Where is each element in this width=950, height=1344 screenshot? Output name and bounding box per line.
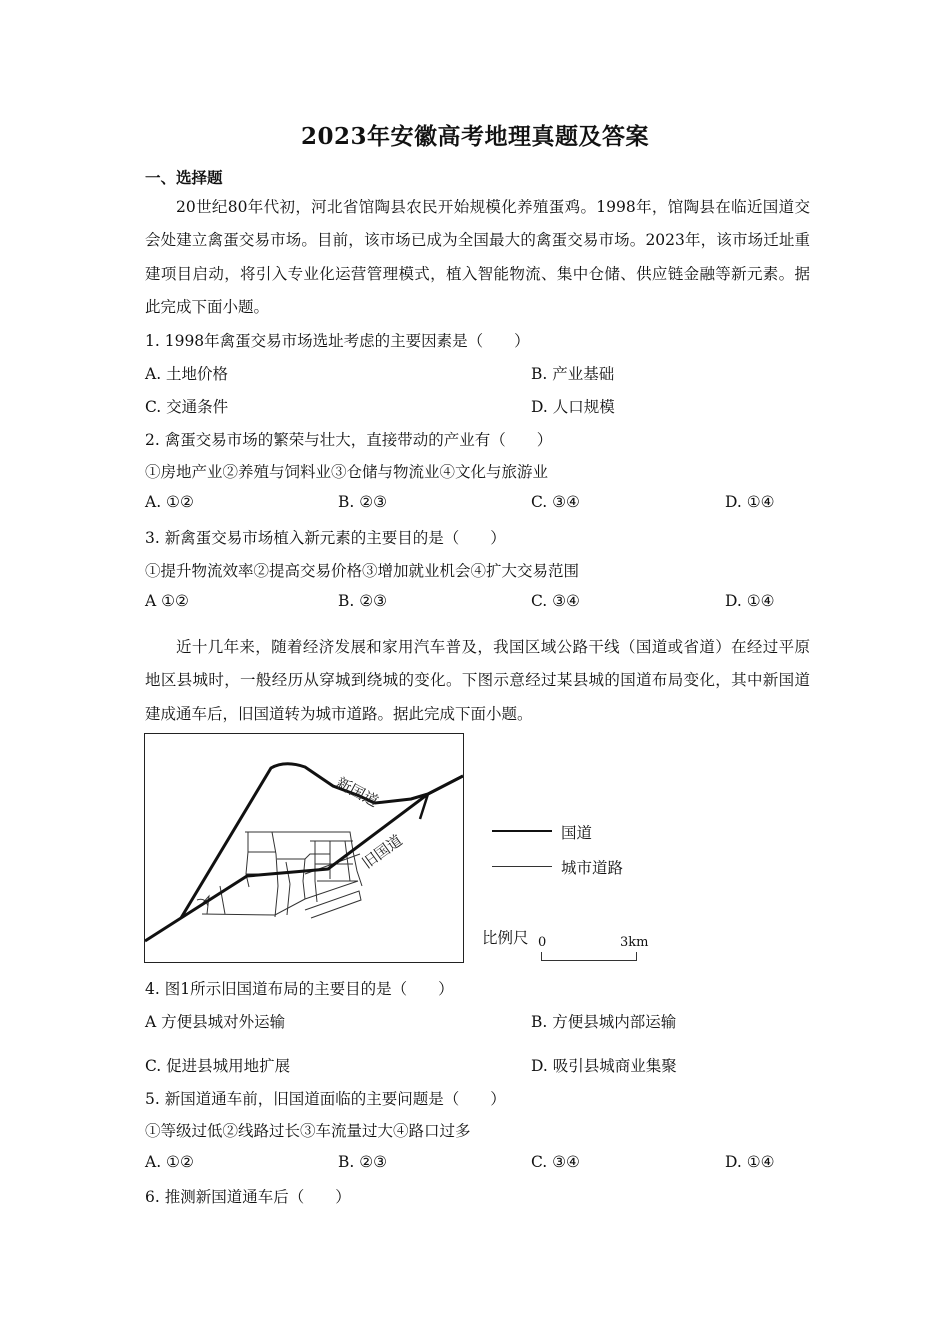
question-5-stem: 5. 新国道通车前，旧国道面临的主要问题是（ ） [145, 1090, 506, 1108]
road-map [145, 734, 463, 962]
scale-label: 比例尺 [482, 929, 529, 947]
question-2-stem: 2. 禽蛋交易市场的繁荣与壮大，直接带动的产业有（ ） [145, 431, 553, 449]
question-2-option-d: D. ①④ [725, 493, 775, 511]
question-2-option-c: C. ③④ [531, 493, 580, 511]
question-1-stem: 1. 1998年禽蛋交易市场选址考虑的主要因素是（ ） [145, 332, 530, 350]
new-road-label: 新国道 [333, 773, 382, 811]
question-3-option-b: B. ②③ [338, 592, 388, 610]
page-title: 2023年安徽高考地理真题及答案 [300, 123, 649, 150]
question-3-stem: 3. 新禽蛋交易市场植入新元素的主要目的是（ ） [145, 529, 506, 547]
question-4-stem: 4. 图1所示旧国道布局的主要目的是（ ） [145, 980, 454, 998]
question-4-option-b: B. 方便县城内部运输 [531, 1013, 677, 1031]
passage-1: 20世纪80年代初，河北省馆陶县农民开始规模化养殖蛋鸡。1998年，馆陶县在临近国道交会处建立禽蛋交易市场。目前，该市场已成为全国最大的禽蛋交易市场。2023年，该市场迁址重建项目启动，将引入专业化运营管理模式，植入智能物流、集中仓储、供应链金融等新元素。据此完成下面小题。 [145, 198, 810, 316]
question-1-option-a: A. 土地价格 [145, 365, 229, 383]
question-6-stem: 6. 推测新国道通车后（ ） [145, 1188, 351, 1206]
question-5-option-b: B. ②③ [338, 1153, 388, 1171]
question-5-option-d: D. ①④ [725, 1153, 775, 1171]
legend-city-label: 城市道路 [561, 859, 624, 877]
question-2-option-a: A. ①② [145, 493, 194, 511]
question-5-option-c: C. ③④ [531, 1153, 580, 1171]
question-2-option-b: B. ②③ [338, 493, 388, 511]
scale-start: 0 [538, 935, 547, 950]
question-4-option-a: A 方便县城对外运输 [145, 1013, 286, 1031]
road-map-figure [144, 733, 464, 963]
passage-2: 近十几年来，随着经济发展和家用汽车普及，我国区域公路干线（国道或省道）在经过平原地区县城时，一般经历从穿城到绕城的变化。下图示意经过某县城的国道布局变化，其中新国道建成通车后，旧国道转为城市道路。据此完成下面小题。 [145, 638, 810, 723]
legend-national-line [492, 830, 552, 832]
question-3-option-a: A ①② [145, 592, 189, 610]
question-5-option-a: A. ①② [145, 1153, 194, 1171]
question-5-items: ①等级过低②线路过长③车流量过大④路口过多 [145, 1122, 471, 1140]
legend-city-line [492, 866, 552, 867]
question-2-items: ①房地产业②养殖与饲料业③仓储与物流业④文化与旅游业 [145, 463, 549, 481]
question-3-option-d: D. ①④ [725, 592, 775, 610]
old-road-label: 旧国道 [358, 831, 406, 873]
question-3-items: ①提升物流效率②提高交易价格③增加就业机会④扩大交易范围 [145, 562, 580, 580]
question-1-option-b: B. 产业基础 [531, 365, 615, 383]
question-4-option-d: D. 吸引县城商业集聚 [531, 1057, 677, 1075]
scale-end: 3km [620, 935, 649, 950]
section-heading: 一、选择题 [145, 168, 223, 187]
question-1-option-d: D. 人口规模 [531, 398, 615, 416]
scale-bar [541, 952, 637, 961]
question-4-option-c: C. 促进县城用地扩展 [145, 1057, 291, 1075]
city-roads [197, 832, 362, 918]
legend-national-label: 国道 [561, 824, 593, 842]
question-1-option-c: C. 交通条件 [145, 398, 229, 416]
question-3-option-c: C. ③④ [531, 592, 580, 610]
